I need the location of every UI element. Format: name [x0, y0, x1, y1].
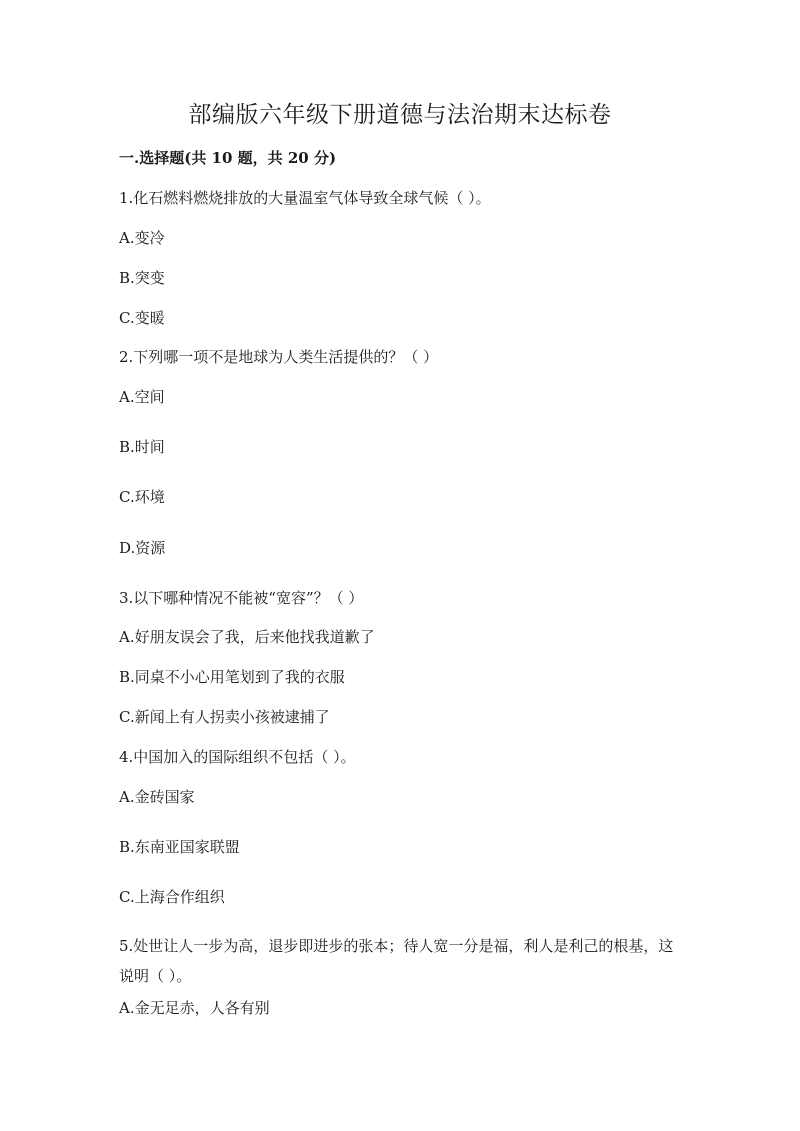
question-1-stem: 1.化石燃料燃烧排放的大量温室气体导致全球气候（ ）。 — [119, 189, 491, 207]
question-5-option-a: A.金无足赤，人各有别 — [119, 999, 270, 1017]
question-2-option-d: D.资源 — [119, 539, 166, 557]
question-1-option-a: A.变冷 — [119, 229, 165, 247]
question-2-option-a: A.空间 — [119, 388, 165, 406]
question-4-stem: 4.中国加入的国际组织不包括（ ）。 — [119, 748, 356, 766]
question-4-option-c: C.上海合作组织 — [119, 888, 225, 906]
question-3-option-a: A.好朋友误会了我，后来他找我道歉了 — [119, 628, 375, 646]
question-3-stem: 3.以下哪种情况不能被“宽容”？（ ） — [119, 589, 364, 607]
question-1-option-c: C.变暖 — [119, 309, 165, 327]
question-2-stem: 2.下列哪一项不是地球为人类生活提供的？（ ） — [119, 348, 439, 366]
question-5-stem: 5.处世让人一步为高，退步即进步的张本；待人宽一分是福，利人是利己的根基，这说明（ ）。 — [119, 937, 674, 985]
question-2-option-c: C.环境 — [119, 488, 165, 506]
question-4-option-a: A.金砖国家 — [119, 788, 195, 806]
question-3-option-c: C.新闻上有人拐卖小孩被逮捕了 — [119, 708, 330, 726]
exam-title: 部编版六年级下册道德与法治期末达标卷 — [188, 102, 612, 128]
section-heading: 一.选择题(共 10 题，共 20 分) — [119, 149, 337, 167]
question-2-option-b: B.时间 — [119, 438, 165, 456]
question-3-option-b: B.同桌不小心用笔划到了我的衣服 — [119, 668, 345, 686]
question-4-option-b: B.东南亚国家联盟 — [119, 838, 240, 856]
question-1-option-b: B.突变 — [119, 269, 165, 287]
